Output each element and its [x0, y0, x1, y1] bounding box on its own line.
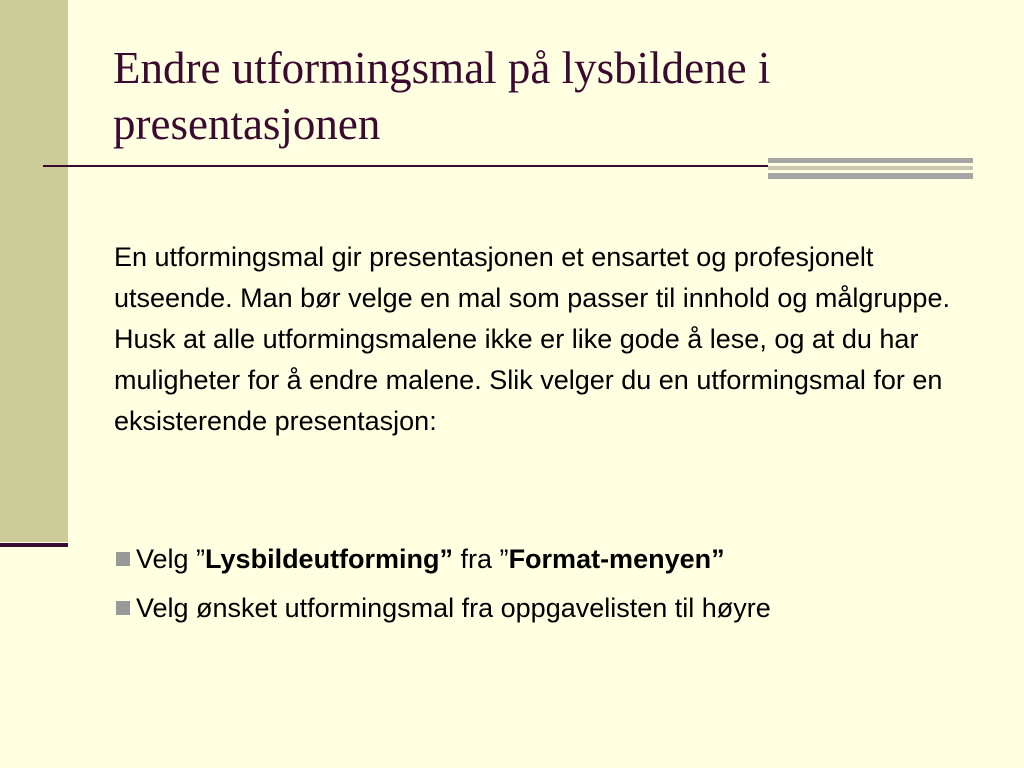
- accent-bar-middle: [768, 166, 973, 170]
- square-bullet-icon: [116, 552, 130, 566]
- bullet-item-1: [114, 541, 994, 577]
- accent-bar-bottom: [768, 173, 973, 179]
- bullet-2-text: Velg ønsket utformingsmal fra oppgavelisten til høyre: [136, 593, 771, 623]
- bullet-1-bold-format-menyen: Format-menyen”: [508, 544, 725, 574]
- square-bullet-icon: [116, 601, 130, 615]
- bullet-1-prefix: Velg ”: [136, 544, 206, 574]
- bullet-item-2: [114, 590, 994, 626]
- accent-bar-top: [768, 158, 973, 163]
- sidebar-underline: [0, 543, 68, 547]
- sidebar-band: [0, 0, 68, 542]
- title-divider: [43, 165, 768, 167]
- bullet-1-bold-lysbildeutforming: Lysbildeutforming”: [205, 544, 454, 574]
- bullet-1-middle: fra ”: [453, 544, 509, 574]
- slide-body-text: En utformingsmal gir presentasjonen et ensartet og profesjonelt utseende. Man bør velge en mal som passer til innhold og målgruppe. Husk at alle utformingsmalene ikke er like gode å lese, og at du har muligheter for å endre malene. Slik velger du en utformingsmal for en eksisterende presentasjon:: [114, 242, 950, 436]
- accent-bars: [768, 158, 973, 180]
- slide-title: Endre utformingsmal på lysbildene i presentasjonen: [113, 43, 771, 149]
